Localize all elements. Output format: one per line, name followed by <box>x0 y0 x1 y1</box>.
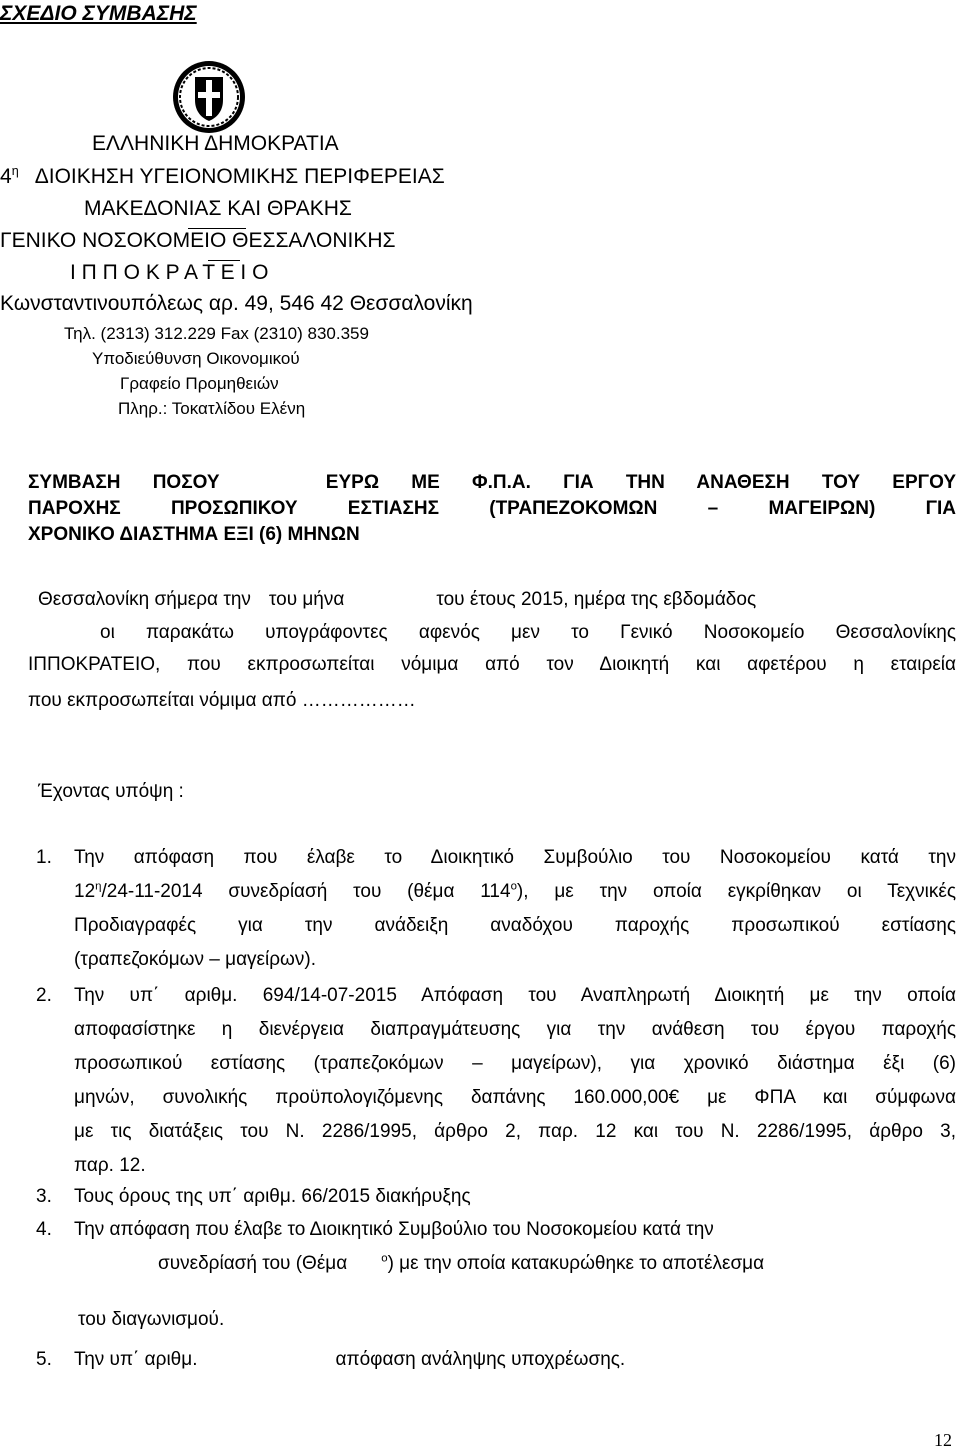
header-office: Γραφείο Προμηθειών <box>120 374 279 393</box>
list-item-2-line-4: μηνών, συνολικής προϋπολογιζόμενης δαπάνης 160.000,00€ με ΦΠΑ και σύμφωνα <box>74 1087 956 1108</box>
intro-date-part-a: Θεσσαλονίκη σήμερα την <box>38 589 251 610</box>
greek-coat-of-arms-emblem <box>172 60 246 134</box>
header-contact-person: Πληρ.: Τοκατλίδου Ελένη <box>118 399 306 418</box>
header-region-area: ΜΑΚΕΔΟΝΙΑΣ ΚΑΙ ΘΡΑΚΗΣ <box>84 197 352 220</box>
list-item-3-line-1: Τους όρους της υπ΄ αριθμ. 66/2015 διακήρυξης <box>74 1186 471 1207</box>
list-item-2 <box>36 979 956 1183</box>
list-item-4-line-1: Την απόφαση που έλαβε το Διοικητικό Συμβούλιο του Νοσοκομείου κατά την <box>74 1219 714 1240</box>
header-hospital-title: Ι Π Π Ο Κ Ρ Α Τ Ε Ι Ο <box>70 261 269 284</box>
list-item-5 <box>36 1343 956 1377</box>
document-draft-title: ΣΧΕΔΙΟ ΣΥΜΒΑΣΗΣ <box>0 2 197 25</box>
intro-parties-line-1: οι παρακάτω υπογράφοντες αφενός μεν το Γενικό Νοσοκομείο Θεσσαλονίκης <box>100 622 956 643</box>
list-item-2-line-1: Την υπ΄ αριθμ. 694/14-07-2015 Απόφαση του Αναπληρωτή Διοικητή με την οποία <box>74 985 956 1006</box>
contract-heading-line-2: ΠΑΡΟΧΗΣ ΠΡΟΣΩΠΙΚΟΥ ΕΣΤΙΑΣΗΣ (ΤΡΑΠΕΖΟΚΟΜΩΝ – ΜΑΓΕΙΡΩΝ) ΓΙΑ <box>28 498 956 519</box>
list-item-5-number: 5. <box>36 1349 52 1370</box>
header-address: Κωνσταντινουπόλεως αρ. 49, 546 42 Θεσσαλονίκη <box>0 292 473 315</box>
list-item-2-line-3: προσωπικού εστίασης (τραπεζοκόμων – μαγείρων), για χρονικό διάστημα έξι (6) <box>74 1053 956 1074</box>
header-hospital-name: ΓΕΝΙΚΟ ΝΟΣΟΚΟΜΕΙΟ ΘΕΣΣΑΛΟΝΙΚΗΣ <box>0 229 396 252</box>
header-region-ordinal: η <box>11 164 19 178</box>
contract-heading-subject: ΕΥΡΩ ΜΕ Φ.Π.Α. ΓΙΑ ΤΗΝ ΑΝΑΘΕΣΗ ΤΟΥ ΕΡΓΟΥ <box>325 472 956 493</box>
header-region-number: 4 <box>0 165 12 188</box>
intro-parties-line-3: που εκπροσωπείται νόμιμα από ……………… <box>28 690 416 711</box>
contract-heading-line-1 <box>28 470 956 496</box>
list-item-2-line-6: παρ. 12. <box>74 1155 146 1176</box>
list-item-2-line-5: με τις διατάξεις του Ν. 2286/1995, άρθρο 2, παρ. 12 και του Ν. 2286/1995, άρθρο 3, <box>74 1121 956 1142</box>
list-item-4-number: 4. <box>36 1219 52 1240</box>
contract-heading-amount-label: ΣΥΜΒΑΣΗ ΠΟΣΟΥ <box>28 472 220 493</box>
list-item-1 <box>36 841 956 977</box>
considering-label: Έχοντας υπόψη : <box>38 781 184 802</box>
list-item-1-line-4: (τραπεζοκόμων – μαγείρων). <box>74 949 316 970</box>
list-item-1-line-1: Την απόφαση που έλαβε το Διοικητικό Συμβούλιο του Νοσοκομείου κατά την <box>74 847 956 868</box>
contract-heading-line-3: ΧΡΟΝΙΚΟ ΔΙΑΣΤΗΜΑ ΕΞΙ (6) ΜΗΝΩΝ <box>28 524 360 545</box>
page-number: 12 <box>934 1430 952 1450</box>
intro-date-part-c: του έτους 2015, ημέρα της εβδομάδος <box>436 589 757 610</box>
list-item-4-line-3: του διαγωνισμού. <box>78 1309 225 1330</box>
header-phone-fax: Τηλ. (2313) 312.229 Fax (2310) 830.359 <box>64 324 369 343</box>
list-item-3-number: 3. <box>36 1186 52 1207</box>
header-subdirectorate: Υποδιεύθυνση Οικονομικού <box>92 349 300 368</box>
intro-date-part-b: του μήνα <box>268 589 345 610</box>
header-health-region <box>0 165 445 189</box>
intro-date-line <box>38 583 756 617</box>
list-item-2-line-2: αποφασίστηκε η διενέργεια διαπραγμάτευσης για την ανάθεση του έργου παροχής <box>74 1019 956 1040</box>
contract-heading <box>28 470 956 548</box>
list-item-4 <box>36 1213 956 1337</box>
list-item-1-line-2: $12^\eta/24-11-2014$ συνεδρίασή του (θέμα $114^o$), με την οποία εγκρίθηκαν οι Τεχνικές <box>74 880 956 902</box>
list-item-4-line-2: συνεδρίασή του (Θέμα $^o$) με την οποία κατακυρώθηκε το αποτέλεσμα <box>158 1252 765 1274</box>
list-item-1-line-3: Προδιαγραφές για την ανάδειξη αναδόχου παροχής προσωπικού εστίασης <box>74 915 956 936</box>
list-item-5-line-1: Την υπ΄ αριθμ. απόφαση ανάληψης υποχρέωσης. <box>74 1349 626 1370</box>
list-item-2-number: 2. <box>36 985 52 1006</box>
list-item-3 <box>36 1180 956 1214</box>
header-country: ΕΛΛΗΝΙΚΗ ΔΗΜΟΚΡΑΤΙΑ <box>92 132 339 155</box>
list-item-1-number: 1. <box>36 847 52 868</box>
header-region-name: ΔΙΟΙΚΗΣΗ ΥΓΕΙΟΝΟΜΙΚΗΣ ΠΕΡΙΦΕΡΕΙΑΣ <box>34 165 445 188</box>
intro-parties-line-2: ΙΠΠΟΚΡΑΤΕΙΟ, που εκπροσωπείται νόμιμα από τον Διοικητή και αφετέρου η εταιρεία <box>28 654 956 675</box>
